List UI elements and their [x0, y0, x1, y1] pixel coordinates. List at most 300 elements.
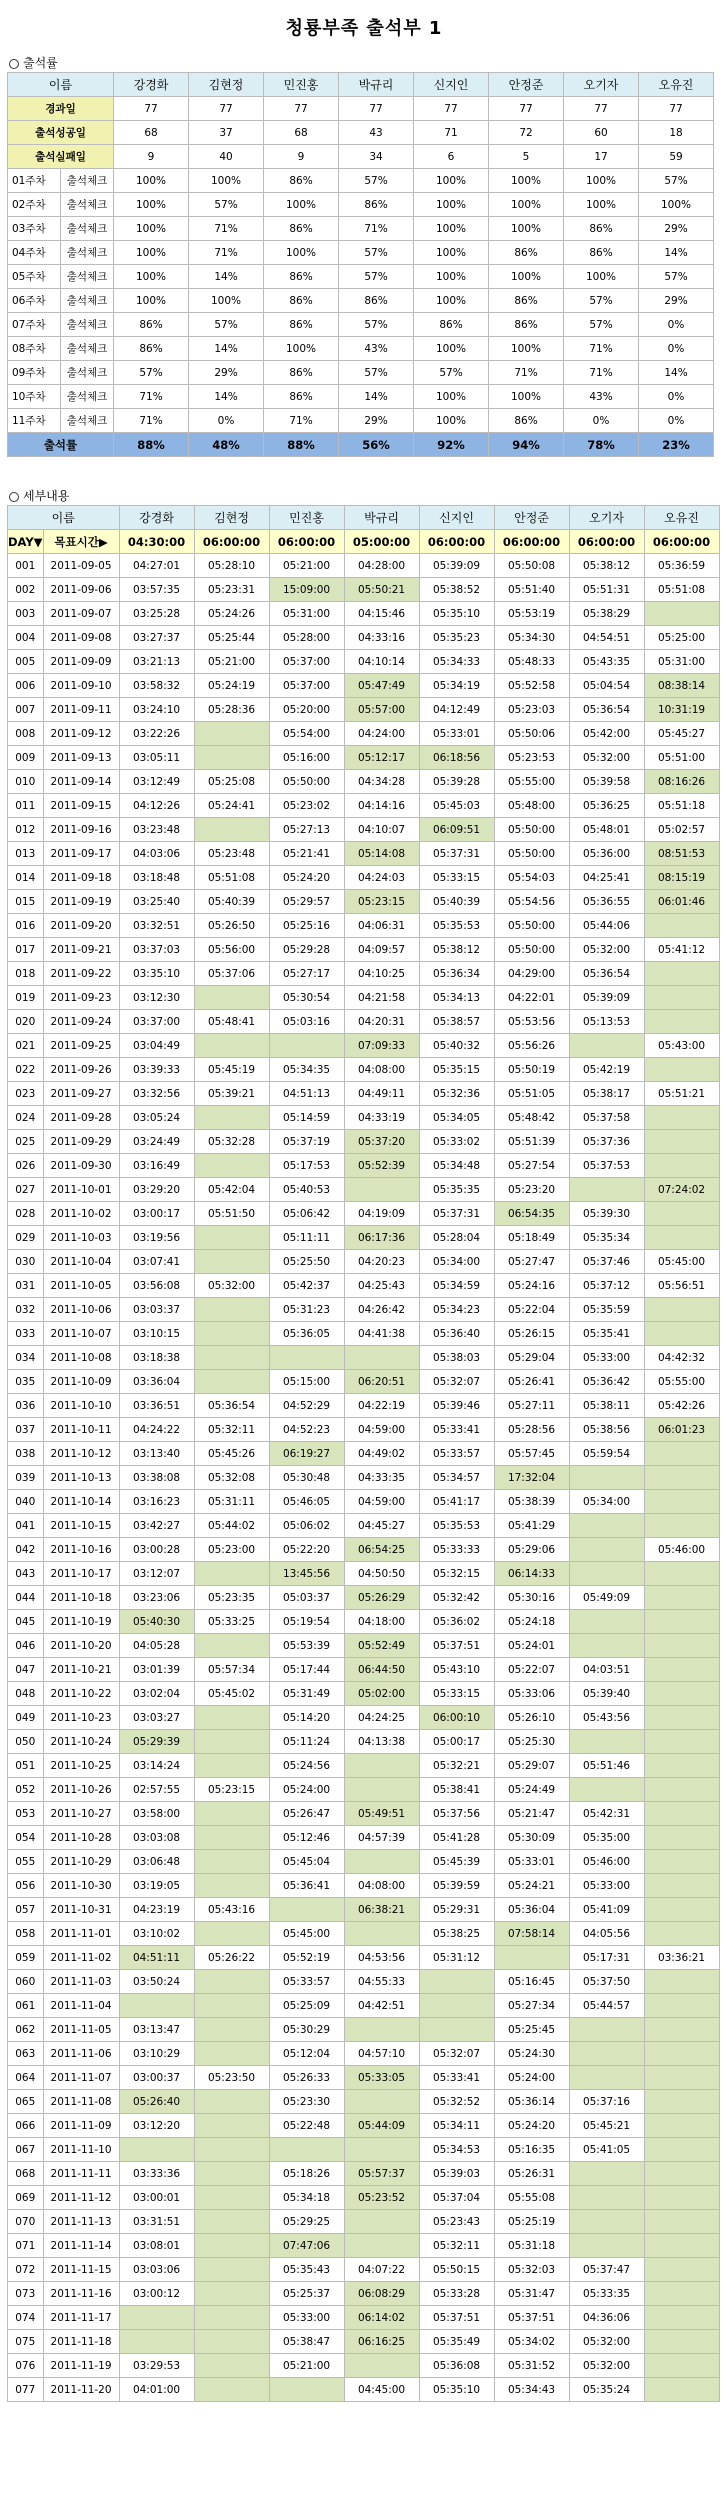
wake-time: 05:52:19	[269, 1946, 344, 1970]
wake-time: 05:16:35	[494, 2138, 569, 2162]
detail-row	[8, 1778, 720, 1802]
wake-time: 04:45:27	[344, 1514, 419, 1538]
wake-time: 05:23:43	[419, 2210, 494, 2234]
week-rate: 100%	[489, 337, 564, 361]
week-row	[8, 337, 714, 361]
wake-time: 05:45:21	[569, 2114, 644, 2138]
wake-time	[344, 2138, 419, 2162]
wake-time: 05:34:11	[419, 2114, 494, 2138]
date: 2011-10-19	[43, 1610, 119, 1634]
total-rate: 48%	[189, 433, 264, 457]
date: 2011-09-14	[43, 770, 119, 794]
wake-time: 05:41:17	[419, 1490, 494, 1514]
date: 2011-10-03	[43, 1226, 119, 1250]
week-label: 10주차	[8, 385, 61, 409]
wake-time: 05:28:56	[494, 1418, 569, 1442]
wake-time	[194, 1298, 269, 1322]
wake-time	[644, 1850, 719, 1874]
week-rate: 100%	[189, 289, 264, 313]
detail-row	[8, 2162, 720, 2186]
summary-value: 77	[414, 97, 489, 121]
wake-time	[194, 2306, 269, 2330]
wake-time: 04:51:11	[119, 1946, 194, 1970]
summary-value: 34	[339, 145, 414, 169]
week-rate: 57%	[414, 361, 489, 385]
day-number: 061	[8, 1994, 44, 2018]
wake-time: 04:20:23	[344, 1250, 419, 1274]
wake-time: 03:03:08	[119, 1826, 194, 1850]
day-number: 046	[8, 1634, 44, 1658]
wake-time: 05:27:13	[269, 818, 344, 842]
summary-value: 9	[114, 145, 189, 169]
wake-time: 05:24:16	[494, 1274, 569, 1298]
detail-row	[8, 2282, 720, 2306]
wake-time: 05:34:05	[419, 1106, 494, 1130]
wake-time: 05:31:52	[494, 2354, 569, 2378]
wake-time	[644, 1874, 719, 1898]
wake-time: 05:23:03	[494, 698, 569, 722]
wake-time	[569, 1778, 644, 1802]
wake-time: 05:14:59	[269, 1106, 344, 1130]
wake-time: 05:41:09	[569, 1898, 644, 1922]
week-rate: 100%	[114, 265, 189, 289]
wake-time: 05:37:06	[194, 962, 269, 986]
wake-time: 05:45:27	[644, 722, 719, 746]
week-label: 03주차	[8, 217, 61, 241]
week-rate: 14%	[189, 265, 264, 289]
date: 2011-11-15	[43, 2258, 119, 2282]
day-number: 047	[8, 1658, 44, 1682]
wake-time: 05:34:13	[419, 986, 494, 1010]
date: 2011-09-29	[43, 1130, 119, 1154]
wake-time: 05:25:44	[194, 626, 269, 650]
week-rate: 100%	[489, 385, 564, 409]
detail-row	[8, 1178, 720, 1202]
wake-time: 05:37:16	[569, 2090, 644, 2114]
date: 2011-10-09	[43, 1370, 119, 1394]
attendance-rate-table	[7, 72, 714, 457]
check-label: 출석체크	[61, 241, 114, 265]
member-name: 오기자	[569, 506, 644, 530]
wake-time: 05:26:22	[194, 1946, 269, 1970]
wake-time: 05:48:00	[494, 794, 569, 818]
wake-time: 04:22:01	[494, 986, 569, 1010]
wake-time: 07:58:14	[494, 1922, 569, 1946]
detail-row	[8, 1154, 720, 1178]
wake-time: 03:29:20	[119, 1178, 194, 1202]
wake-time	[194, 1706, 269, 1730]
week-rate: 100%	[189, 169, 264, 193]
member-name: 신지인	[419, 506, 494, 530]
week-rate: 57%	[339, 241, 414, 265]
wake-time: 05:50:08	[494, 554, 569, 578]
day-number: 033	[8, 1322, 44, 1346]
week-rate: 86%	[264, 385, 339, 409]
wake-time	[644, 2210, 719, 2234]
wake-time: 05:37:53	[569, 1154, 644, 1178]
detail-row	[8, 2378, 720, 2402]
wake-time: 05:31:23	[269, 1298, 344, 1322]
detail-row	[8, 1322, 720, 1346]
wake-time: 05:33:28	[419, 2282, 494, 2306]
detail-row	[8, 962, 720, 986]
wake-time	[644, 2138, 719, 2162]
wake-time	[494, 1946, 569, 1970]
wake-time: 05:24:01	[494, 1634, 569, 1658]
detail-row	[8, 1922, 720, 1946]
wake-time	[569, 1562, 644, 1586]
wake-time: 04:41:38	[344, 1322, 419, 1346]
week-label: 06주차	[8, 289, 61, 313]
check-label: 출석체크	[61, 361, 114, 385]
wake-time: 03:37:03	[119, 938, 194, 962]
wake-time: 05:53:19	[494, 602, 569, 626]
week-rate: 100%	[264, 241, 339, 265]
day-number: 016	[8, 914, 44, 938]
week-rate: 86%	[489, 241, 564, 265]
summary-row	[8, 145, 714, 169]
wake-time: 05:29:57	[269, 890, 344, 914]
wake-time: 05:06:42	[269, 1202, 344, 1226]
day-number: 051	[8, 1754, 44, 1778]
wake-time: 05:26:31	[494, 2162, 569, 2186]
wake-time: 04:14:16	[344, 794, 419, 818]
total-rate: 88%	[114, 433, 189, 457]
day-number: 070	[8, 2210, 44, 2234]
wake-time: 03:29:53	[119, 2354, 194, 2378]
wake-time: 05:15:00	[269, 1370, 344, 1394]
detail-row	[8, 2210, 720, 2234]
date: 2011-09-25	[43, 1034, 119, 1058]
date: 2011-11-13	[43, 2210, 119, 2234]
bullet-circle-icon	[9, 492, 19, 502]
detail-row	[8, 1250, 720, 1274]
date: 2011-10-12	[43, 1442, 119, 1466]
week-rate: 0%	[564, 409, 639, 433]
wake-time: 05:21:00	[269, 554, 344, 578]
wake-time	[644, 1202, 719, 1226]
wake-time: 06:17:36	[344, 1226, 419, 1250]
wake-time: 04:59:00	[344, 1418, 419, 1442]
wake-time	[644, 602, 719, 626]
wake-time: 05:37:31	[419, 1202, 494, 1226]
day-number: 075	[8, 2330, 44, 2354]
wake-time: 05:22:04	[494, 1298, 569, 1322]
wake-time	[644, 2186, 719, 2210]
wake-time	[194, 1226, 269, 1250]
wake-time: 05:36:54	[569, 698, 644, 722]
wake-time	[569, 1634, 644, 1658]
date: 2011-10-04	[43, 1250, 119, 1274]
wake-time: 05:33:15	[419, 866, 494, 890]
check-label: 출석체크	[61, 409, 114, 433]
wake-time: 04:23:19	[119, 1898, 194, 1922]
detail-row	[8, 794, 720, 818]
wake-time: 03:03:27	[119, 1706, 194, 1730]
wake-time: 03:01:39	[119, 1658, 194, 1682]
week-label: 07주차	[8, 313, 61, 337]
wake-time: 05:24:26	[194, 602, 269, 626]
wake-time: 05:24:21	[494, 1874, 569, 1898]
week-rate: 86%	[114, 313, 189, 337]
wake-time: 06:14:02	[344, 2306, 419, 2330]
week-rate: 86%	[489, 313, 564, 337]
detail-row	[8, 746, 720, 770]
wake-time: 04:21:58	[344, 986, 419, 1010]
date: 2011-10-21	[43, 1658, 119, 1682]
day-number: 043	[8, 1562, 44, 1586]
target-time: 04:30:00	[119, 530, 194, 554]
total-rate: 23%	[639, 433, 714, 457]
wake-time	[644, 986, 719, 1010]
date: 2011-09-27	[43, 1082, 119, 1106]
wake-time	[644, 2330, 719, 2354]
date: 2011-09-23	[43, 986, 119, 1010]
week-rate: 100%	[414, 265, 489, 289]
detail-row	[8, 2042, 720, 2066]
detail-row	[8, 2354, 720, 2378]
wake-time: 05:51:18	[644, 794, 719, 818]
week-rate: 86%	[114, 337, 189, 361]
date: 2011-10-07	[43, 1322, 119, 1346]
wake-time: 03:36:04	[119, 1370, 194, 1394]
wake-time: 04:24:00	[344, 722, 419, 746]
wake-time: 05:11:24	[269, 1730, 344, 1754]
wake-time	[644, 1058, 719, 1082]
wake-time: 03:27:37	[119, 626, 194, 650]
wake-time	[644, 2162, 719, 2186]
detail-row	[8, 1586, 720, 1610]
wake-time: 04:05:56	[569, 1922, 644, 1946]
date: 2011-11-01	[43, 1922, 119, 1946]
wake-time: 08:38:14	[644, 674, 719, 698]
wake-time: 05:37:00	[269, 650, 344, 674]
member-name: 김현정	[189, 73, 264, 97]
wake-time: 05:45:39	[419, 1850, 494, 1874]
week-label: 01주차	[8, 169, 61, 193]
wake-time	[344, 2234, 419, 2258]
week-rate: 100%	[564, 193, 639, 217]
date: 2011-10-23	[43, 1706, 119, 1730]
wake-time	[194, 1346, 269, 1370]
date: 2011-11-20	[43, 2378, 119, 2402]
wake-time	[194, 1370, 269, 1394]
wake-time: 05:44:09	[344, 2114, 419, 2138]
wake-time: 05:24:18	[494, 1610, 569, 1634]
detail-header-row	[8, 506, 720, 530]
wake-time	[269, 2138, 344, 2162]
wake-time: 05:35:10	[419, 2378, 494, 2402]
wake-time: 05:32:52	[419, 2090, 494, 2114]
detail-row	[8, 1754, 720, 1778]
detail-row	[8, 2306, 720, 2330]
wake-time: 05:36:54	[569, 962, 644, 986]
week-rate: 100%	[264, 193, 339, 217]
wake-time: 05:35:24	[569, 2378, 644, 2402]
week-rate: 100%	[489, 265, 564, 289]
detail-row	[8, 770, 720, 794]
wake-time: 05:27:17	[269, 962, 344, 986]
week-rate: 86%	[414, 313, 489, 337]
wake-time: 05:48:41	[194, 1010, 269, 1034]
wake-time: 05:35:49	[419, 2330, 494, 2354]
wake-time	[569, 1178, 644, 1202]
wake-time	[644, 2378, 719, 2402]
wake-time: 10:31:19	[644, 698, 719, 722]
wake-time: 05:36:55	[569, 890, 644, 914]
wake-time: 05:33:01	[494, 1850, 569, 1874]
wake-time: 05:51:08	[644, 578, 719, 602]
wake-time	[644, 1106, 719, 1130]
day-number: 062	[8, 2018, 44, 2042]
day-number: 007	[8, 698, 44, 722]
wake-time	[644, 1130, 719, 1154]
wake-time	[569, 1034, 644, 1058]
wake-time: 05:56:51	[644, 1274, 719, 1298]
wake-time: 04:57:39	[344, 1826, 419, 1850]
wake-time: 05:50:15	[419, 2258, 494, 2282]
date: 2011-10-22	[43, 1682, 119, 1706]
wake-time: 04:12:49	[419, 698, 494, 722]
wake-time: 05:22:20	[269, 1538, 344, 1562]
date: 2011-09-26	[43, 1058, 119, 1082]
wake-time	[119, 1994, 194, 2018]
member-name: 안정준	[494, 506, 569, 530]
day-number: 027	[8, 1178, 44, 1202]
wake-time: 04:10:14	[344, 650, 419, 674]
wake-time: 03:42:27	[119, 1514, 194, 1538]
wake-time: 05:12:04	[269, 2042, 344, 2066]
detail-row	[8, 1706, 720, 1730]
wake-time: 05:27:34	[494, 1994, 569, 2018]
wake-time: 05:45:03	[419, 794, 494, 818]
wake-time: 05:21:41	[269, 842, 344, 866]
wake-time: 05:29:07	[494, 1754, 569, 1778]
wake-time: 05:39:40	[569, 1682, 644, 1706]
wake-time: 05:38:25	[419, 1922, 494, 1946]
wake-time: 05:21:47	[494, 1802, 569, 1826]
wake-time: 04:45:00	[344, 2378, 419, 2402]
summary-value: 77	[564, 97, 639, 121]
wake-time: 05:18:26	[269, 2162, 344, 2186]
summary-value: 43	[339, 121, 414, 145]
date: 2011-09-20	[43, 914, 119, 938]
wake-time	[344, 1754, 419, 1778]
detail-row	[8, 2114, 720, 2138]
week-rate: 71%	[189, 241, 264, 265]
wake-time: 05:45:04	[269, 1850, 344, 1874]
wake-time: 05:34:53	[419, 2138, 494, 2162]
detail-row	[8, 890, 720, 914]
wake-time: 05:35:34	[569, 1226, 644, 1250]
wake-time: 03:35:10	[119, 962, 194, 986]
week-row	[8, 361, 714, 385]
wake-time	[644, 914, 719, 938]
wake-time: 05:32:03	[494, 2258, 569, 2282]
week-rate: 100%	[414, 169, 489, 193]
week-rate: 57%	[339, 169, 414, 193]
wake-time: 04:50:50	[344, 1562, 419, 1586]
wake-time	[569, 1466, 644, 1490]
wake-time: 05:33:00	[269, 2306, 344, 2330]
wake-time: 05:26:40	[119, 2090, 194, 2114]
wake-time: 03:12:07	[119, 1562, 194, 1586]
week-rate: 100%	[414, 289, 489, 313]
wake-time: 02:57:55	[119, 1778, 194, 1802]
wake-time: 05:25:16	[269, 914, 344, 938]
wake-time: 05:51:39	[494, 1130, 569, 1154]
page-title: 청룡부족 출석부 1	[285, 18, 443, 39]
week-rate: 86%	[264, 361, 339, 385]
week-rate: 86%	[264, 169, 339, 193]
wake-time: 05:30:16	[494, 1586, 569, 1610]
day-number: 056	[8, 1874, 44, 1898]
wake-time: 05:29:31	[419, 1898, 494, 1922]
summary-value: 77	[339, 97, 414, 121]
detail-row	[8, 1274, 720, 1298]
date: 2011-10-02	[43, 1202, 119, 1226]
day-number: 003	[8, 602, 44, 626]
wake-time: 05:24:56	[269, 1754, 344, 1778]
detail-row	[8, 1466, 720, 1490]
wake-time: 05:33:02	[419, 1130, 494, 1154]
date: 2011-11-11	[43, 2162, 119, 2186]
wake-time: 05:59:54	[569, 1442, 644, 1466]
wake-time: 05:33:35	[569, 2282, 644, 2306]
summary-value: 77	[189, 97, 264, 121]
wake-time: 05:50:00	[269, 770, 344, 794]
wake-time: 03:06:48	[119, 1850, 194, 1874]
date: 2011-10-11	[43, 1418, 119, 1442]
detail-row	[8, 698, 720, 722]
wake-time: 05:32:00	[569, 938, 644, 962]
wake-time: 05:37:51	[494, 2306, 569, 2330]
day-number: 025	[8, 1130, 44, 1154]
date: 2011-09-21	[43, 938, 119, 962]
wake-time: 04:25:41	[569, 866, 644, 890]
wake-time	[569, 2186, 644, 2210]
wake-time: 05:35:53	[419, 1514, 494, 1538]
wake-time: 05:44:02	[194, 1514, 269, 1538]
day-number: 076	[8, 2354, 44, 2378]
wake-time: 05:55:00	[644, 1370, 719, 1394]
wake-time: 04:03:51	[569, 1658, 644, 1682]
wake-time: 05:28:10	[194, 554, 269, 578]
wake-time: 03:12:20	[119, 2114, 194, 2138]
wake-time: 03:36:21	[644, 1946, 719, 1970]
wake-time: 04:05:28	[119, 1634, 194, 1658]
wake-time: 05:50:00	[494, 842, 569, 866]
wake-time: 05:29:06	[494, 1538, 569, 1562]
week-rate: 57%	[564, 313, 639, 337]
wake-time: 05:32:00	[569, 2354, 644, 2378]
wake-time	[569, 2162, 644, 2186]
detail-row	[8, 674, 720, 698]
date: 2011-10-24	[43, 1730, 119, 1754]
wake-time: 03:58:32	[119, 674, 194, 698]
date: 2011-11-04	[43, 1994, 119, 2018]
week-rate: 100%	[639, 193, 714, 217]
wake-time	[194, 1322, 269, 1346]
detail-row	[8, 2258, 720, 2282]
day-number: 048	[8, 1682, 44, 1706]
wake-time	[644, 1586, 719, 1610]
wake-time	[644, 2090, 719, 2114]
week-rate: 29%	[639, 289, 714, 313]
detail-row	[8, 1130, 720, 1154]
wake-time	[569, 2066, 644, 2090]
wake-time: 05:16:00	[269, 746, 344, 770]
